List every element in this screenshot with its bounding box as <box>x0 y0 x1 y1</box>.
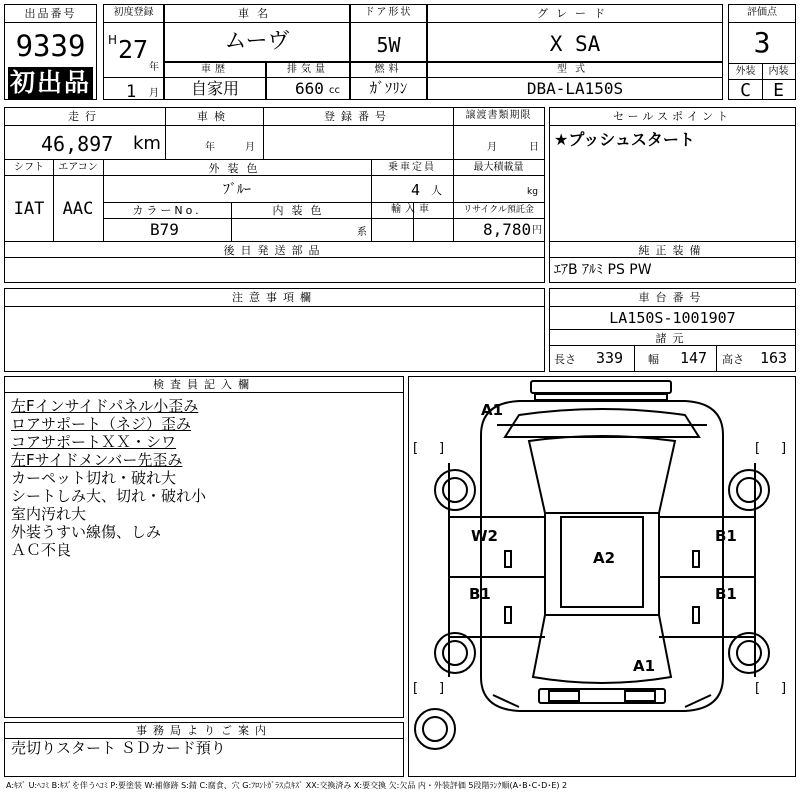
inspection-year-unit: 年 <box>205 142 215 153</box>
car-name-label: 車名 <box>238 7 276 20</box>
note-line: コアサポートＸＸ・シワ <box>11 433 177 451</box>
office-note-value: 売切りスタート ＳＤカード預り <box>11 739 226 757</box>
transfer-doc-label: 譲渡書類期限 <box>465 110 532 121</box>
color-no-label: カラーNo. <box>132 204 202 217</box>
height-label: 高さ <box>722 353 744 366</box>
note-line: カーペット切れ・破れ大 <box>11 469 177 487</box>
ext-score-label: 外装 <box>735 66 756 77</box>
import-label: 輸入車 <box>391 204 433 215</box>
equipment-label: 純正装備 <box>638 244 707 257</box>
note-line: 室内汚れ大 <box>11 505 87 523</box>
caution-label: 注意事項欄 <box>232 291 317 304</box>
model-label: 型式 <box>557 64 593 75</box>
aircon-label: エアコン <box>58 162 98 173</box>
sales-point-value: ★プッシュスタート <box>554 130 695 149</box>
model-value: DBA-LA150S <box>526 79 624 98</box>
damage-mark-rear: A1 <box>633 657 656 675</box>
transfer-doc-month-unit: 月 <box>487 142 497 153</box>
displacement-box <box>266 62 350 100</box>
height-value: 163 <box>760 349 788 367</box>
damage-mark-roof: A2 <box>593 549 616 567</box>
sales-point-box <box>549 107 796 283</box>
first-reg-month-unit: 月 <box>149 88 159 99</box>
first-reg-label: 初度登録 <box>113 7 154 18</box>
recycle-value: 8,780 <box>483 220 532 239</box>
fuel-value: ｶﾞｿﾘﾝ <box>369 79 408 97</box>
reg-number-label: 登録番号 <box>324 110 392 123</box>
ext-score-value: C <box>740 80 751 101</box>
door-label: ドア形状 <box>364 7 413 18</box>
svg-text:[: [ <box>413 681 419 696</box>
score-value: 3 <box>753 26 771 59</box>
svg-text:]: ] <box>439 441 445 456</box>
first-reg-era: H <box>108 33 118 47</box>
svg-text:[: [ <box>755 681 761 696</box>
width-value: 147 <box>680 349 708 367</box>
office-note-label: 事務局よりご案内 <box>136 724 272 737</box>
width-label: 幅 <box>648 353 659 366</box>
aircon-value: AAC <box>62 199 94 219</box>
first-reg-year: 27 <box>118 35 149 64</box>
sales-point-label: セールスポイント <box>612 110 732 123</box>
shift-value: IAT <box>13 199 45 219</box>
color-no-value: B79 <box>150 220 179 239</box>
caution-box <box>4 288 545 372</box>
history-label: 車歴 <box>201 64 229 75</box>
transfer-doc-day-unit: 日 <box>529 142 539 153</box>
shift-label: シフト <box>14 162 44 173</box>
int-score-value: E <box>773 80 784 101</box>
recycle-unit: 円 <box>532 225 542 236</box>
model-box <box>427 62 723 100</box>
history-box <box>164 62 266 100</box>
first-reg-month: 1 <box>126 82 137 102</box>
first-listing-badge: 初出品 <box>9 68 91 97</box>
damage-mark-front: A1 <box>481 401 504 419</box>
grade-box <box>427 4 723 62</box>
legend-text: A:ｷｽﾞ U:ﾍｺﾐ B:ｷｽﾞを伴うﾍｺﾐ P:要塗装 W:補修跡 S:錆 C:腐食、穴 G:ﾌﾛﾝﾄｶﾞﾗｽ点ｷｽﾞ XX:交換済み X:要交換 欠:欠品 内・外装評価 5段階ﾗﾝｸ順(A･B･C･D･E) 2 <box>6 781 568 790</box>
door-value: 5W <box>376 33 401 57</box>
car-diagram <box>409 377 795 776</box>
mileage-value: 46,897 <box>41 132 114 156</box>
int-score-label: 内装 <box>768 66 789 77</box>
svg-text:]: ] <box>781 681 787 696</box>
grade-label: グレード <box>537 7 613 20</box>
damage-mark-right-rear: B1 <box>715 585 737 603</box>
equipment-value: ｴｱB ｱﾙﾐ PS PW <box>554 262 652 278</box>
interior-color-label: 内装色 <box>272 204 330 217</box>
fuel-label: 燃料 <box>374 64 403 75</box>
chassis-box <box>549 288 796 372</box>
later-parts-label: 後日発送部品 <box>223 244 326 257</box>
history-value: 自家用 <box>190 79 239 98</box>
lot-label: 出品番号 <box>24 7 77 20</box>
svg-text:[: [ <box>755 441 761 456</box>
note-line: 左Fインサイドパネル小歪み <box>11 397 199 415</box>
lot-box <box>4 4 97 100</box>
capacity-value: 4 <box>411 181 421 199</box>
max-load-unit: kg <box>527 187 538 197</box>
vehicle-info-block <box>4 107 545 283</box>
lot-number: 9339 <box>15 29 86 63</box>
note-line: ＡＣ不良 <box>11 541 72 559</box>
note-line: シートしみ大、切れ・破れ小 <box>11 487 207 505</box>
exterior-color-label: 外装色 <box>208 162 266 175</box>
chassis-value: LA150S-1001907 <box>609 309 736 327</box>
inspection-label: 車検 <box>197 110 231 123</box>
damage-mark-left-rear: B1 <box>469 585 491 603</box>
score-label: 評価点 <box>747 7 777 18</box>
damage-mark-left-front: W2 <box>471 527 498 545</box>
damage-diagram-box <box>408 376 796 777</box>
mileage-label: 走行 <box>68 110 102 123</box>
length-value: 339 <box>596 349 624 367</box>
note-line: 左Fサイドメンバー先歪み <box>11 451 183 469</box>
car-name-value: ムーヴ <box>224 29 290 54</box>
door-box <box>350 4 427 62</box>
svg-text:]: ] <box>781 441 787 456</box>
office-note-box <box>4 722 404 777</box>
car-name-box <box>164 4 350 62</box>
inspection-month-unit: 月 <box>245 142 255 153</box>
inspector-notes-label: 検査員記入欄 <box>153 378 255 391</box>
displacement-label: 排気量 <box>287 64 329 75</box>
fuel-box <box>350 62 427 100</box>
grade-value: X SA <box>549 32 601 56</box>
note-line: 外装うすい線傷、しみ <box>11 523 162 541</box>
displacement-value: 660 <box>295 79 324 98</box>
svg-text:]: ] <box>439 681 445 696</box>
note-line: ロアサポート（ネジ）歪み <box>11 415 192 433</box>
score-box <box>728 4 796 100</box>
damage-mark-right-front: B1 <box>715 527 737 545</box>
interior-color-unit: 系 <box>357 227 367 238</box>
chassis-label: 車台番号 <box>638 291 707 304</box>
displacement-unit: cc <box>329 85 340 96</box>
max-load-label: 最大積載量 <box>473 162 524 173</box>
recycle-label: リサイクル預託金 <box>463 205 534 215</box>
capacity-unit: 人 <box>431 184 442 197</box>
length-label: 長さ <box>554 353 576 366</box>
dimensions-label: 諸元 <box>655 332 690 345</box>
inspector-notes-box <box>4 376 404 718</box>
first-reg-box <box>103 4 164 100</box>
first-reg-year-unit: 年 <box>149 62 159 73</box>
mileage-unit: km <box>133 133 161 154</box>
exterior-color-value: ﾌﾞﾙｰ <box>223 182 251 198</box>
capacity-label: 乗車定員 <box>388 162 436 173</box>
svg-text:[: [ <box>413 441 419 456</box>
